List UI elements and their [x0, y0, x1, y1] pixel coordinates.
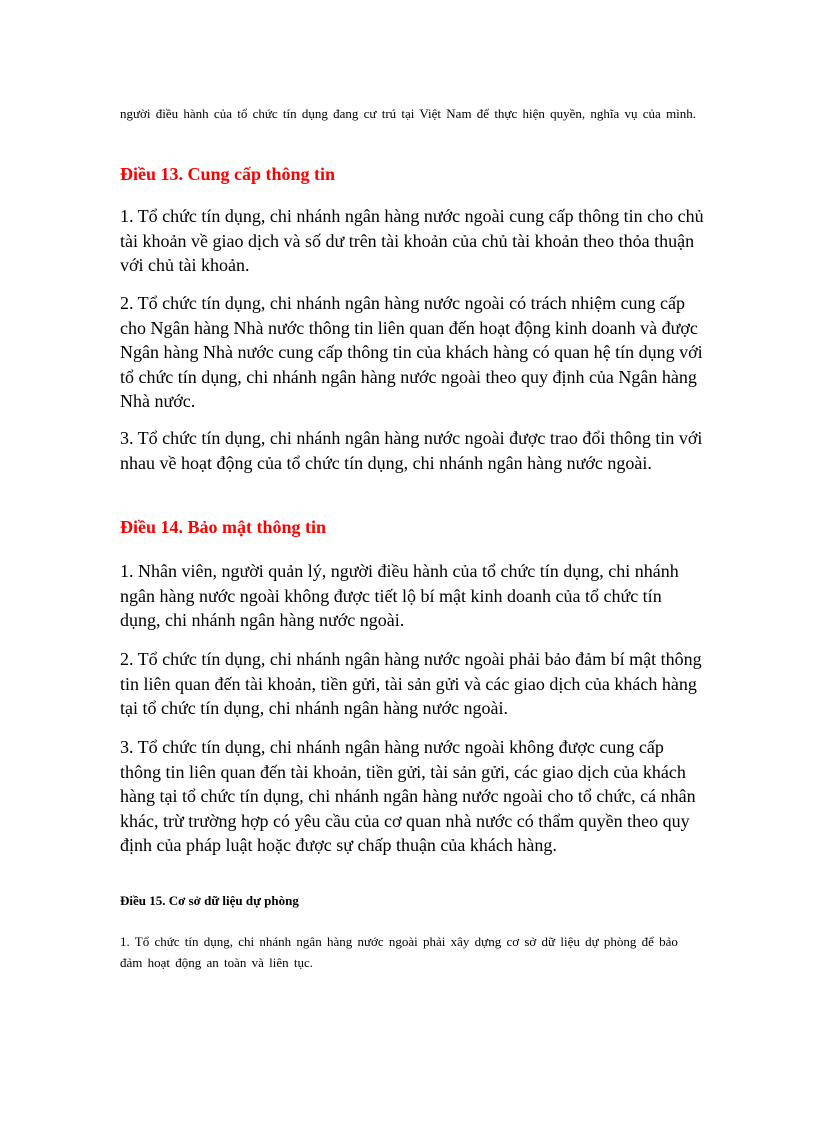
article-13-clause-1: 1. Tổ chức tín dụng, chi nhánh ngân hàng nước ngoài cung cấp thông tin cho chủ tài khoản về giao dịch và số dư trên tài khoản của chủ tài khoản theo thỏa thuận với chủ tài khoản.	[120, 206, 704, 275]
article-15-heading: Điều 15. Cơ sở dữ liệu dự phòng	[120, 893, 299, 908]
article-13-clause-3: 3. Tổ chức tín dụng, chi nhánh ngân hàng nước ngoài được trao đổi thông tin với nhau về hoạt động của tổ chức tín dụng, chi nhánh ngân hàng nước ngoài.	[120, 428, 703, 473]
article-14-clause-1: 1. Nhân viên, người quản lý, người điều hành của tổ chức tín dụng, chi nhánh ngân hàng nước ngoài không được tiết lộ bí mật kinh doanh của tổ chức tín dụng, chi nhánh ngân hàng nước ngoài.	[120, 561, 679, 630]
article-13-clause-2: 2. Tổ chức tín dụng, chi nhánh ngân hàng nước ngoài có trách nhiệm cung cấp cho Ngân hàng Nhà nước thông tin liên quan đến hoạt động kinh doanh và được Ngân hàng Nhà nước cung cấp thông tin của khách hàng có quan hệ tín dụng với tổ chức tín dụng, chi nhánh ngân hàng nước ngoài theo quy định của Ngân hàng Nhà nước.	[120, 293, 703, 411]
intro-paragraph: người điều hành của tổ chức tín dụng đang cư trú tại Việt Nam để thực hiện quyền, nghĩa vụ của mình.	[120, 106, 697, 121]
article-15-clause-1: 1. Tổ chức tín dụng, chi nhánh ngân hàng nước ngoài phải xây dựng cơ sở dữ liệu dự phòng để bảo đảm hoạt động an toàn và liên tục.	[120, 934, 678, 970]
article-13-heading: Điều 13. Cung cấp thông tin	[120, 164, 336, 184]
article-14-heading: Điều 14. Bảo mật thông tin	[120, 517, 327, 537]
article-14-clause-2: 2. Tổ chức tín dụng, chi nhánh ngân hàng nước ngoài phải bảo đảm bí mật thông tin liên quan đến tài khoản, tiền gửi, tài sản gửi và các giao dịch của khách hàng tại tổ chức tín dụng, chi nhánh ngân hàng nước ngoài.	[120, 649, 702, 718]
article-14-clause-3: 3. Tổ chức tín dụng, chi nhánh ngân hàng nước ngoài không được cung cấp thông tin liên quan đến tài khoản, tiền gửi, tài sản gửi, các giao dịch của khách hàng tại tổ chức tín dụng, chi nhánh ngân hàng nước ngoài cho tổ chức, cá nhân khác, trừ trường hợp có yêu cầu của cơ quan nhà nước có thẩm quyền theo quy định của pháp luật hoặc được sự chấp thuận của khách hàng.	[120, 737, 696, 855]
